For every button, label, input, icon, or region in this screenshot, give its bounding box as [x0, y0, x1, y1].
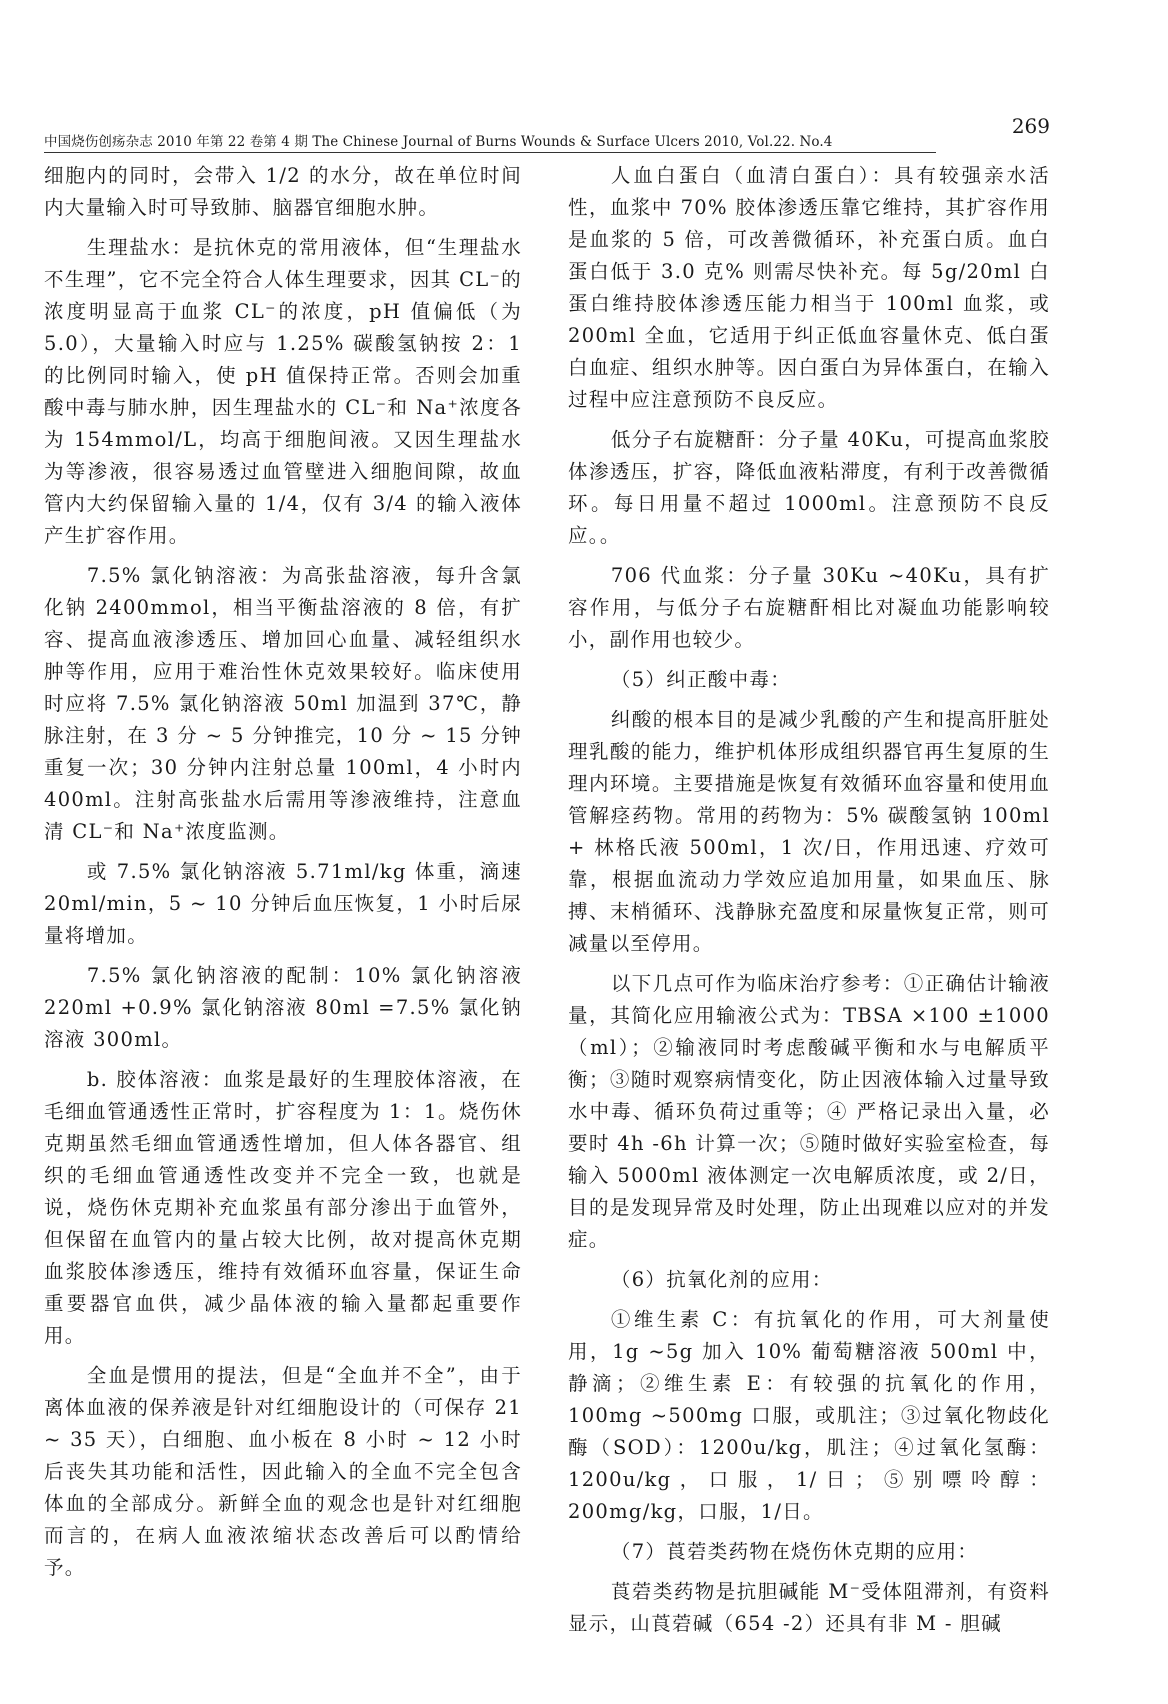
paragraph: 或 7.5% 氯化钠溶液 5.71ml/kg 体重，滴速 20ml/min，5 ~ 10 分钟后血压恢复，1 小时后尿量将增加。	[44, 860, 522, 947]
paragraph: 莨菪类药物是抗胆碱能 M⁻受体阻滞剂，有资料显示，山莨菪碱（654 -2）还具有非 M - 胆碱	[568, 1580, 1050, 1635]
paragraph: 7.5% 氯化钠溶液的配制：10% 氯化钠溶液 220ml +0.9% 氯化钠溶液 80ml =7.5% 氯化钠溶液 300ml。	[44, 964, 522, 1051]
left-column	[44, 160, 522, 1592]
paragraph: b. 胶体溶液：血浆是最好的生理胶体溶液，在毛细血管通透性正常时，扩容程度为 1：1。烧伤休克期虽然毛细血管通透性增加，但人体各器官、组织的毛细血管通透性改变并不完全一致，也就是说，烧伤休克期补充血浆虽有部分渗出于血管外，但保留在血管内的量占较大比例，故对提高休克期血浆胶体渗透压，维持有效循环血容量，保证生命重要器官血供，减少晶体液的输入量都起重要作用。	[44, 1068, 522, 1347]
paragraph: 人血白蛋白（血清白蛋白）：具有较强亲水活性，血浆中 70% 胶体渗透压靠它维持，其扩容作用是血浆的 5 倍，可改善微循环，补充蛋白质。血白蛋白低于 3.0 克% 则需尽快补充。每 5g/20ml 白蛋白维持胶体渗透压能力相当于 100ml 血浆，或 200ml 全血，它适用于纠正低血容量休克、低白蛋白血症、组织水肿等。因白蛋白为异体蛋白，在输入过程中应注意预防不良反应。	[568, 164, 1050, 411]
header-rule	[44, 152, 936, 153]
paragraph: 全血是惯用的提法，但是“全血并不全”，由于离体血液的保养液是针对红细胞设计的（可保存 21 ~ 35 天），白细胞、血小板在 8 小时 ~ 12 小时后丧失其功能和活性，因此输入的全血不完全包含体血的全部成分。新鲜全血的观念也是针对红细胞而言的，在病人血液浓缩状态改善后可以酌情给予。	[44, 1364, 522, 1579]
paragraph: 生理盐水：是抗休克的常用液体，但“生理盐水不生理”，它不完全符合人体生理要求，因其 CL⁻的浓度明显高于血浆 CL⁻的浓度，pH 值偏低（为 5.0），大量输入时应与 1.25% 碳酸氢钠按 2：1 的比例同时输入，使 pH 值保持正常。否则会加重酸中毒与肺水肿，因生理盐水的 CL⁻和 Na⁺浓度各为 154mmol/L，均高于细胞间液。又因生理盐水为等渗液，很容易透过血管壁进入细胞间隙，故血管内大约保留输入量的 1/4，仅有 3/4 的输入液体产生扩容作用。	[44, 236, 522, 547]
section-heading: （6）抗氧化剂的应用：	[610, 1268, 833, 1291]
page-number: 269	[1011, 114, 1050, 138]
section-heading: （7）莨菪类药物在烧伤休克期的应用：	[610, 1540, 979, 1563]
paragraph: 以下几点可作为临床治疗参考：①正确估计输液量，其简化应用输液公式为：TBSA ×100 ±1000（ml）；②输液同时考虑酸碱平衡和水与电解质平衡；③随时观察病情变化，防止因液体输入过量导致水中毒、循环负荷过重等；④ 严格记录出入量，必要时 4h -6h 计算一次；⑤随时做好实验室检查，每输入 5000ml 液体测定一次电解质浓度，或 2/日，目的是发现异常及时处理，防止出现难以应对的并发症。	[568, 972, 1050, 1251]
paragraph: ①维生素 C：有抗氧化的作用，可大剂量使用，1g ~5g 加入 10% 葡萄糖溶液 500ml 中，静滴；②维生素 E：有较强的抗氧化的作用，100mg ~500mg 口服，或肌注；③过氧化物歧化酶（SOD）：1200u/kg，肌注；④过氧化氢酶：1200u/kg，口服，1/日；⑤别嘌呤醇：200mg/kg，口服，1/日。	[568, 1308, 1050, 1523]
running-header	[44, 114, 1068, 154]
journal-header: 中国烧伤创疡杂志 2010 年第 22 卷第 4 期 The Chinese Journal of Burns Wounds & Surface Ulcers 2010, Vol.22. No.4	[44, 134, 833, 150]
paragraph: 细胞内的同时，会带入 1/2 的水分，故在单位时间内大量输入时可导致肺、脑器官细胞水肿。	[44, 164, 522, 219]
paragraph: 706 代血浆：分子量 30Ku ~40Ku，具有扩容作用，与低分子右旋糖酐相比对凝血功能影响较小，副作用也较少。	[568, 564, 1050, 651]
paragraph: 低分子右旋糖酐：分子量 40Ku，可提高血浆胶体渗透压，扩容，降低血液粘滞度，有利于改善微循环。每日用量不超过 1000ml。注意预防不良反应。。	[568, 428, 1050, 547]
paragraph: 7.5% 氯化钠溶液：为高张盐溶液，每升含氯化钠 2400mmol，相当平衡盐溶液的 8 倍，有扩容、提高血液渗透压、增加回心血量、减轻组织水肿等作用，应用于难治性休克效果较好。临床使用时应将 7.5% 氯化钠溶液 50ml 加温到 37℃，静脉注射，在 3 分 ~ 5 分钟推完，10 分 ~ 15 分钟重复一次；30 分钟内注射总量 100ml，4 小时内 400ml。注射高张盐水后需用等渗液维持，注意血清 CL⁻和 Na⁺浓度监测。	[44, 564, 522, 843]
right-column	[568, 160, 1050, 1648]
paragraph: 纠酸的根本目的是减少乳酸的产生和提高肝脏处理乳酸的能力，维护机体形成组织器官再生复原的生理内环境。主要措施是恢复有效循环血容量和使用血管解痉药物。常用的药物为：5% 碳酸氢钠 100ml + 林格氏液 500ml，1 次/日，作用迅速、疗效可靠，根据血流动力学效应追加用量，如果血压、脉搏、末梢循环、浅静脉充盈度和尿量恢复正常，则可减量以至停用。	[568, 708, 1050, 955]
section-heading: （5）纠正酸中毒：	[610, 668, 791, 691]
